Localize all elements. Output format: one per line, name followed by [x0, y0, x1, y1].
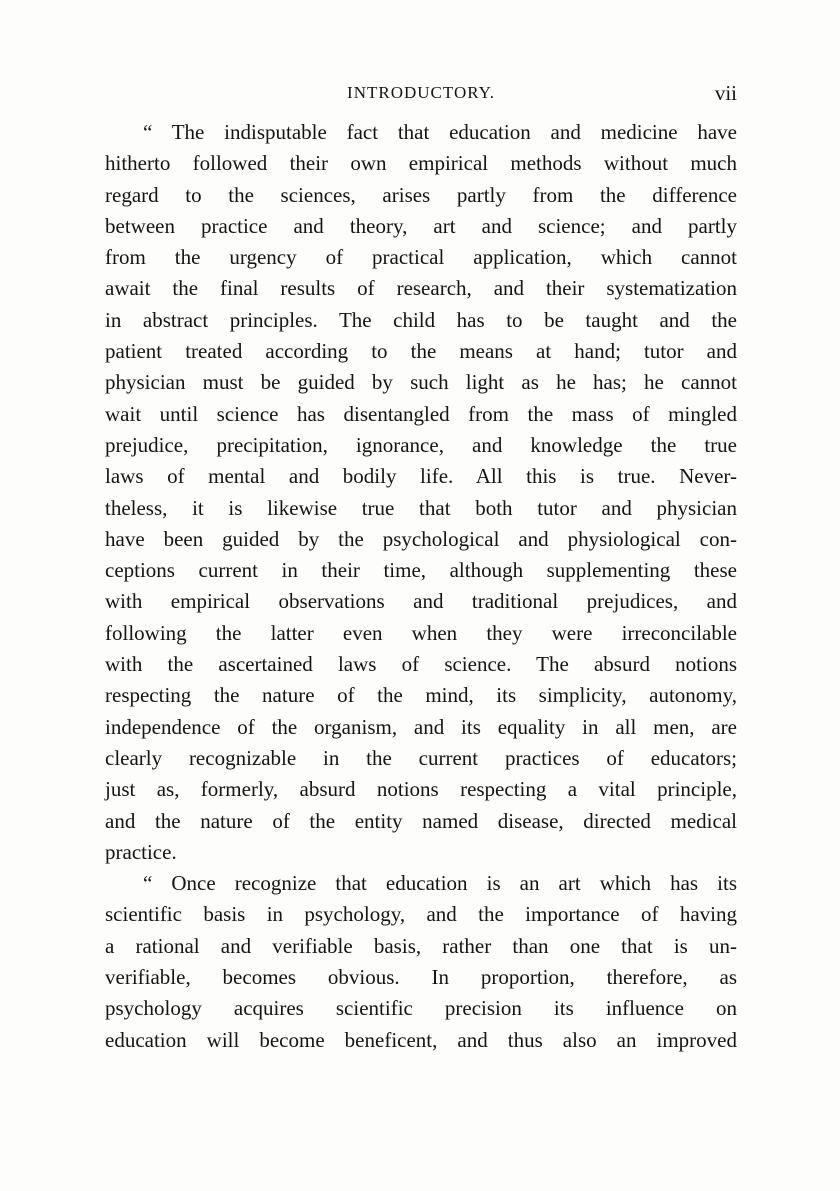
text-line: psychology acquires scientific precision its influence on	[105, 996, 737, 1021]
text-line: independence of the organism, and its equality in all men, are	[105, 714, 737, 739]
paragraph-1	[105, 117, 737, 868]
text-line: laws of mental and bodily life. All this is true. Never-	[105, 464, 737, 489]
text-line: prejudice, precipitation, ignorance, and knowledge the true	[105, 432, 737, 457]
text-line: “ The indisputable fact that education and medicine have	[143, 120, 737, 144]
text-line: await the final results of research, and their systematization	[105, 276, 737, 301]
text-line: clearly recognizable in the current practices of educators;	[105, 745, 737, 770]
running-head	[105, 80, 737, 106]
page-number: vii	[714, 81, 737, 105]
text-line: patient treated according to the means at hand; tutor and	[105, 339, 737, 364]
text-line: regard to the sciences, arises partly from the difference	[105, 182, 737, 207]
text-line: following the latter even when they were irreconcilable	[105, 620, 737, 645]
running-title: INTRODUCTORY.	[347, 83, 495, 102]
text-line: with empirical observations and traditional prejudices, and	[105, 589, 737, 614]
text-line: a rational and verifiable basis, rather than one that is un-	[105, 933, 737, 958]
text-line: practice.	[105, 839, 177, 864]
text-line: verifiable, becomes obvious. In proportion, therefore, as	[105, 965, 737, 990]
text-line: hitherto followed their own empirical methods without much	[105, 151, 737, 176]
text-line: ceptions current in their time, although supplementing these	[105, 558, 737, 583]
text-line: theless, it is likewise true that both tutor and physician	[105, 495, 737, 520]
text-line: have been guided by the psychological and physiological con-	[105, 526, 737, 551]
text-line: scientific basis in psychology, and the importance of having	[105, 902, 737, 927]
text-line: in abstract principles. The child has to be taught and the	[105, 307, 737, 332]
text-line: “ Once recognize that education is an art which has its	[143, 871, 737, 896]
text-line: respecting the nature of the mind, its simplicity, autonomy,	[105, 683, 737, 708]
text-line: physician must be guided by such light as he has; he cannot	[105, 370, 737, 395]
text-line: and the nature of the entity named disease, directed medical	[105, 808, 737, 833]
text-line: education will become beneficent, and thus also an improved	[105, 1027, 737, 1052]
paragraph-2	[105, 868, 737, 1056]
text-line: wait until science has disentangled from the mass of mingled	[105, 401, 737, 426]
text-line: from the urgency of practical application, which cannot	[105, 245, 737, 270]
text-line: with the ascertained laws of science. The absurd notions	[105, 652, 737, 677]
text-line: between practice and theory, art and science; and partly	[105, 213, 737, 238]
text-line: just as, formerly, absurd notions respecting a vital principle,	[105, 777, 737, 802]
body-text	[105, 117, 737, 1056]
